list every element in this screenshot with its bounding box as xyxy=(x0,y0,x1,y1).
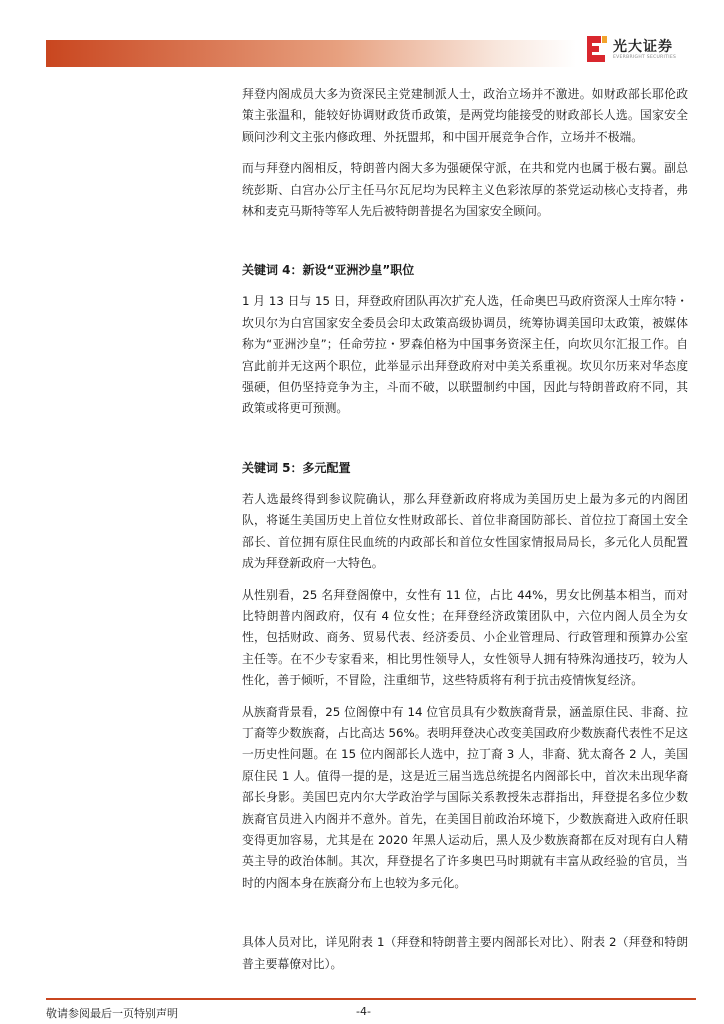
paragraph: 从性别看，25 名拜登阁僚中，女性有 11 位，占比 44%，男女比例基本相当，而对比特朗普内阁政府，仅有 4 位女性；在拜登经济政策团队中，六位内阁人员全为女性，包括财政、商务、贸易代表、经济委员、小企业管理局、行政管理和预算办公室主任等。在不少专家看来，相比男性领导人，女性领导人拥有特殊沟通技巧，较为人性化，善于倾听，不冒险，注重细节，这些特质将有利于抗击疫情恢复经济。 xyxy=(242,587,688,688)
paragraph: 而与拜登内阁相反，特朗普内阁大多为强硬保守派，在共和党内也属于极右翼。副总统彭斯、白宫办公厅主任马尔瓦尼均为民粹主义色彩浓厚的茶党运动核心支持者，弗林和麦克马斯特等军人先后被特朗普提名为国家安全顾问。 xyxy=(242,161,688,219)
logo-text: 光大证券 xyxy=(613,39,673,55)
paragraph: 1 月 13 日与 15 日，拜登政府团队再次扩充人选，任命奥巴马政府资深人士库尔特・坎贝尔为白宫国家安全委员会印太政策高级协调员，统筹协调美国印太政策，被媒体称为“亚洲沙皇”；任命劳拉・罗森伯格为中国事务资深主任，向坎贝尔汇报工作。自宫此前并无这两个职位，此举显示出拜登政府对中美关系重视。坎贝尔历来对华态度强硬，但仍坚持竞争为主，斗而不破，以联盟制约中国，因此与特朗普政府不同，其政策或将更可预测。 xyxy=(242,294,688,416)
brand-logo xyxy=(587,34,697,66)
section-intro xyxy=(242,84,688,222)
paragraph: 若人选最终得到参议院确认，那么拜登新政府将成为美国历史上最为多元的内阁团队，将诞生美国历史上首位女性财政部长、首位非裔国防部长、首位拉丁裔国土安全部长、首位拥有原住民血统的内政部长和首位女性国家情报局局长，多元化人员配置成为拜登新政府一大特色。 xyxy=(242,491,688,571)
logo-subtext: EVERBRIGHT SECURITIES xyxy=(613,55,677,60)
report-body xyxy=(242,84,688,985)
paragraph: 拜登内阁成员大多为资深民主党建制派人士，政治立场并不激进。如财政部长耶伦政策主张温和，能较好协调财政货币政策，是两党均能接受的财政部长人选。国家安全顾问沙利文主张内修政理、外抚盟邦，和中国开展竞争合作，立场并不极端。 xyxy=(242,87,688,144)
section-keyword-5 xyxy=(242,458,688,894)
section-heading: 关键词 4：新设“亚洲沙皇”职位 xyxy=(242,263,415,278)
section-keyword-4 xyxy=(242,260,688,419)
paragraph: 从族裔背景看，25 位阁僚中有 14 位官员具有少数族裔背景，涵盖原住民、非裔、拉丁裔等少数族裔，占比高达 56%。表明拜登决心改变美国政府少数族裔代表性不足这一历史性问题。在 15 位内阁部长人选中，拉丁裔 3 人，非裔、犹太裔各 2 人，美国原住民 1 人。值得一提的是，这是近三届当选总统提名内阁部长中，首次未出现华裔部长身影。美国巴克内尔大学政治学与国际关系教授朱志群指出，拜登提名多位少数族裔官员进入内阁并不意外。首先，在美国目前政治环境下，少数族裔进入政府任职变得更加容易，尤其是在 2020 年黑人运动后，黑人及少数族裔都在反对现有白人精英主导的政治体制。其次，拜登提名了许多奥巴马时期就有丰富从政经验的官员，当时的内阁本身在族裔分布上也较为多元化。 xyxy=(242,704,688,890)
header-banner xyxy=(46,40,576,67)
everbright-logo-icon xyxy=(587,36,607,62)
page-number: -4- xyxy=(356,1005,371,1018)
section-appendix-note xyxy=(242,932,688,975)
section-heading: 关键词 5：多元配置 xyxy=(242,460,351,475)
footer-divider xyxy=(46,998,696,1000)
footer-disclaimer: 敬请参阅最后一页特别声明 xyxy=(46,1007,178,1020)
paragraph: 具体人员对比，详见附表 1（拜登和特朗普主要内阁部长对比）、附表 2（拜登和特朗普主要幕僚对比）。 xyxy=(242,935,688,971)
